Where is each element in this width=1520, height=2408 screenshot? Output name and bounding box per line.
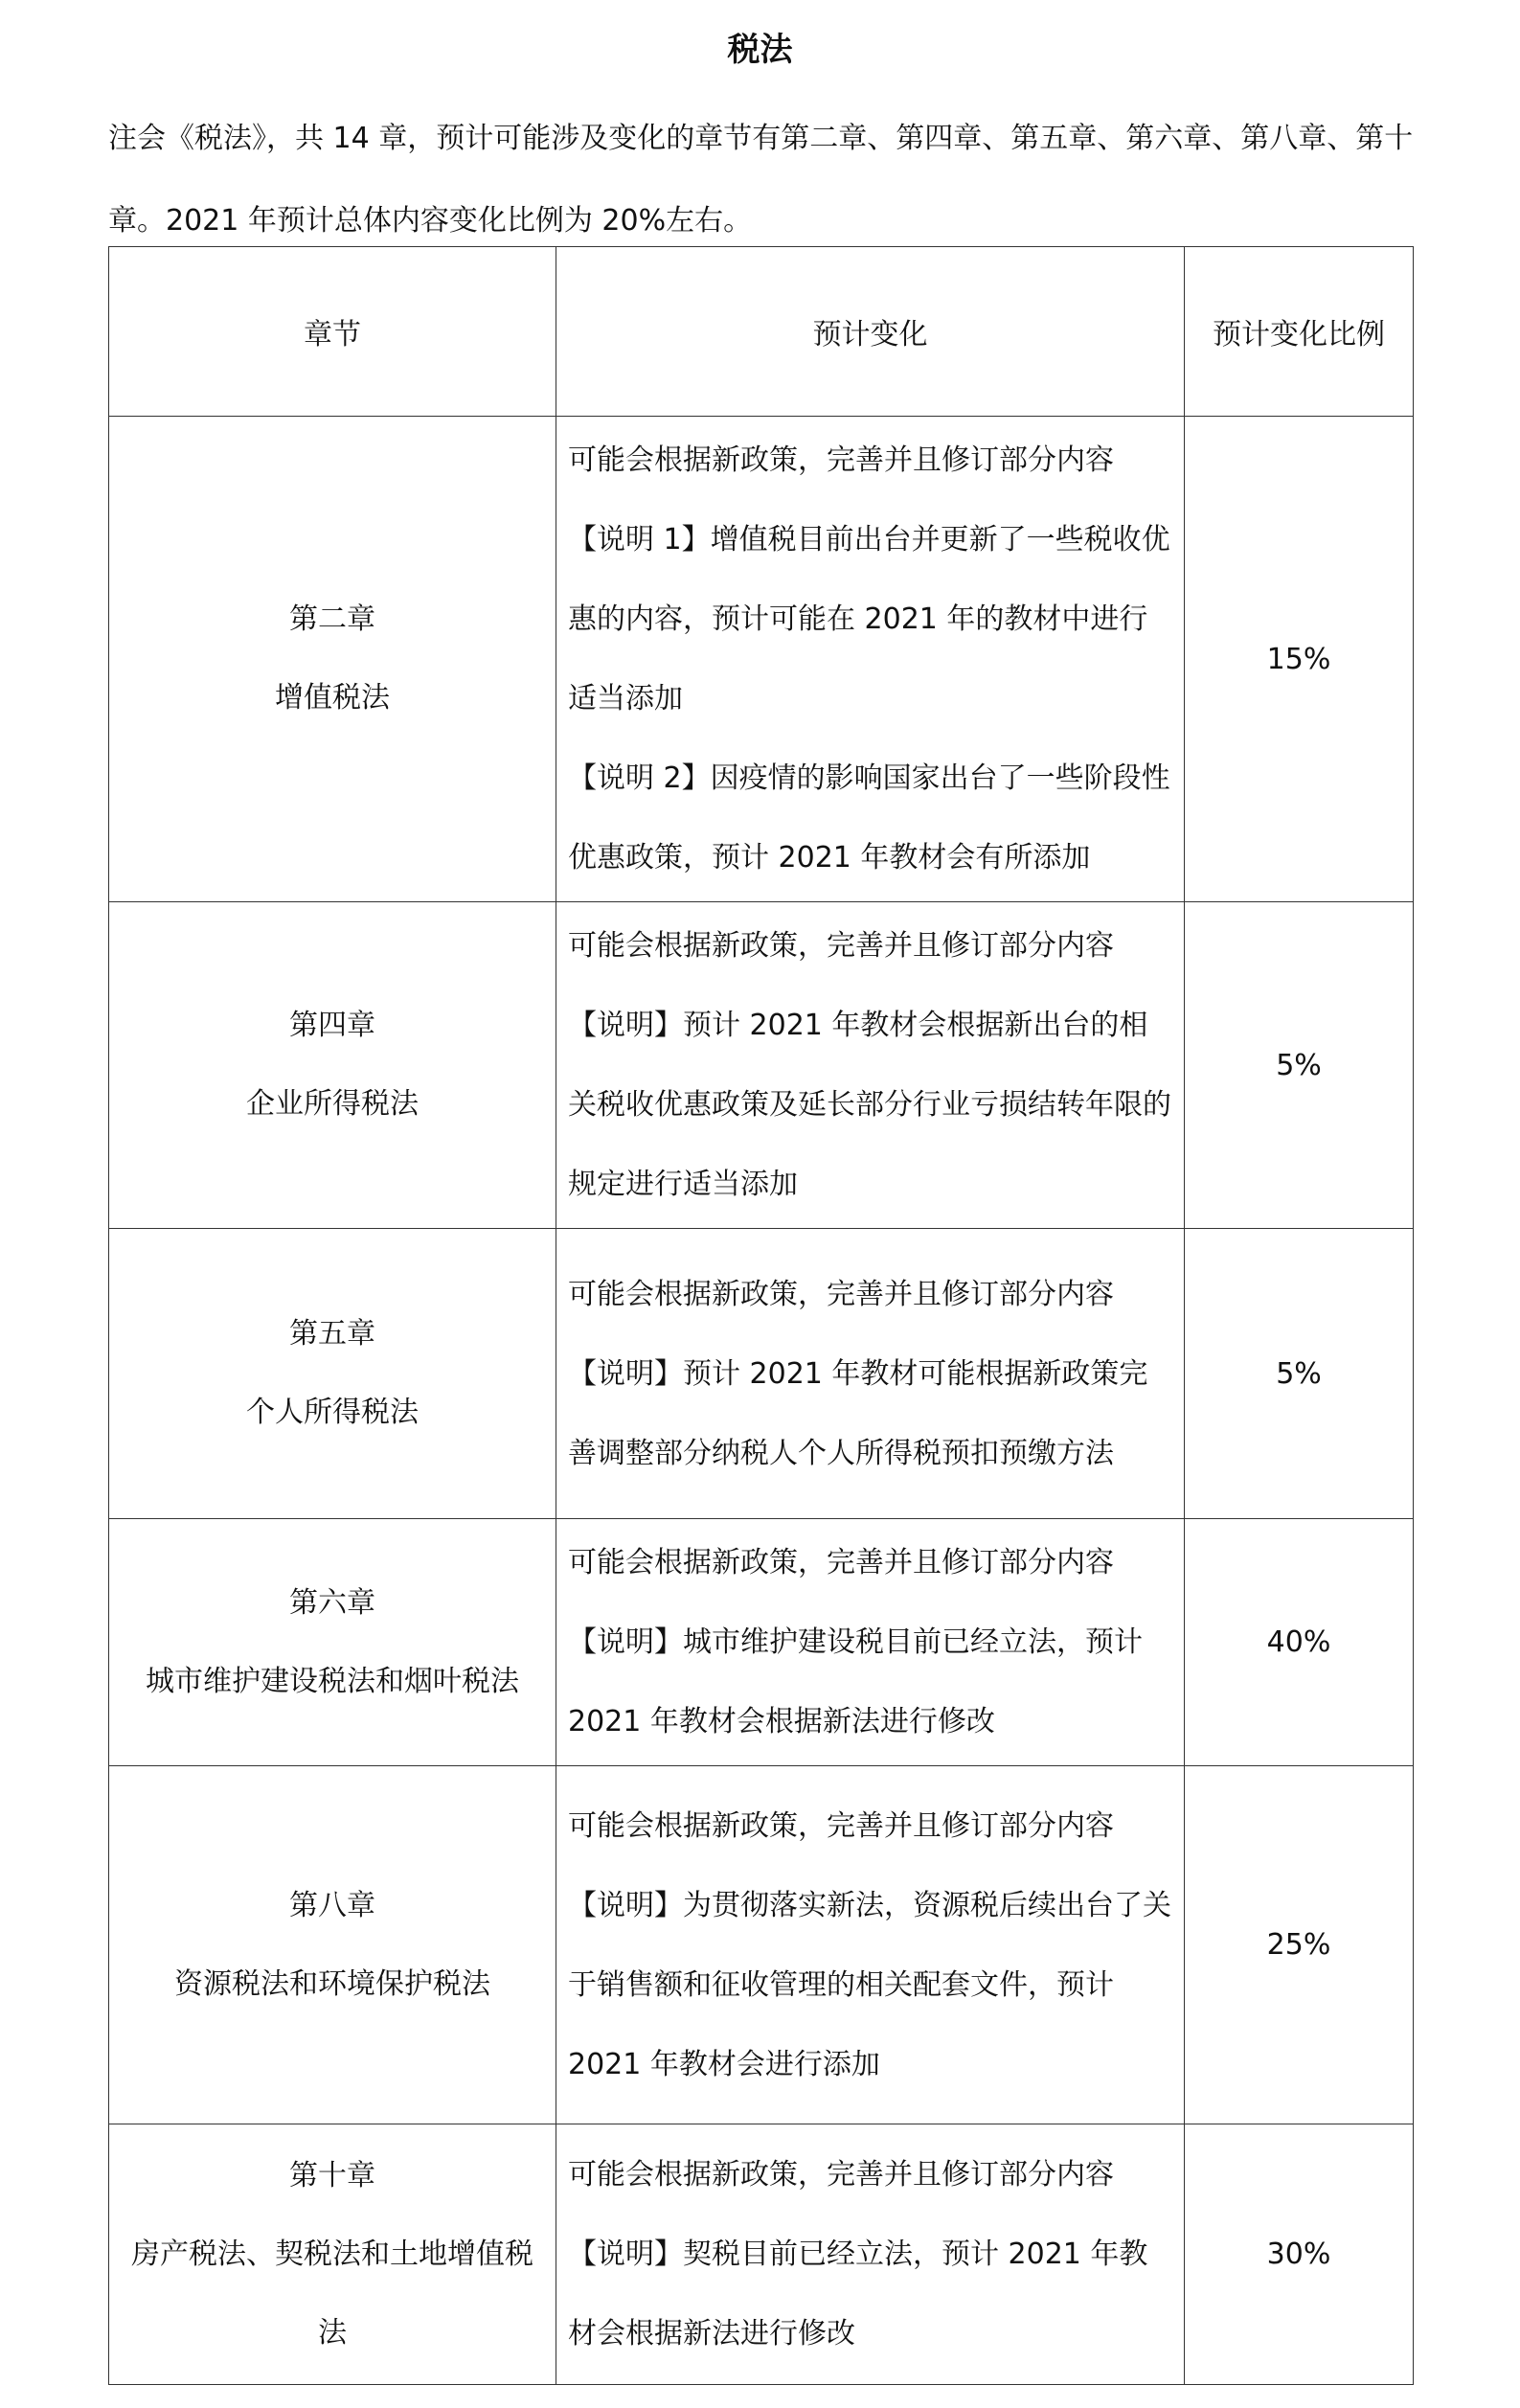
- header-change: 预计变化: [556, 247, 1185, 417]
- change-cell: [556, 1519, 1185, 1766]
- page-title: 税法: [727, 31, 793, 69]
- change-cell: [556, 902, 1185, 1229]
- change-note: 【说明】预计 2021 年教材可能根据新政策完善调整部分纳税人个人所得税预扣预缴方法: [568, 1356, 1148, 1470]
- chapter-cell: [109, 1229, 556, 1519]
- change-summary: 可能会根据新政策，完善并且修订部分内容: [568, 929, 1114, 963]
- change-note: 【说明】契税目前已经立法，预计 2021 年教材会根据新法进行修改: [568, 2238, 1148, 2351]
- change-cell: [556, 417, 1185, 902]
- chapter-name: 房产税法、契税法和土地增值税法: [131, 2237, 533, 2350]
- ratio-cell: 25%: [1185, 1766, 1414, 2124]
- change-summary: 可能会根据新政策，完善并且修订部分内容: [568, 443, 1114, 477]
- table-row: [109, 417, 1414, 902]
- table-row: [109, 902, 1414, 1229]
- chapter-name: 个人所得税法: [246, 1396, 419, 1429]
- chapter-cell: [109, 1519, 556, 1766]
- chapter-number: 第四章: [289, 1009, 375, 1042]
- header-ratio: 预计变化比例: [1185, 247, 1414, 417]
- chapter-name: 企业所得税法: [246, 1087, 419, 1121]
- ratio-cell: 15%: [1185, 417, 1414, 902]
- chapter-number: 第八章: [289, 1888, 375, 1922]
- change-summary: 可能会根据新政策，完善并且修订部分内容: [568, 1277, 1114, 1311]
- ratio-cell: 5%: [1185, 902, 1414, 1229]
- change-note: 【说明 1】增值税目前出台并更新了一些税收优惠的内容，预计可能在 2021 年的教材中进行适当添加: [568, 523, 1170, 716]
- ratio-cell: 5%: [1185, 1229, 1414, 1519]
- header-chapter: 章节: [109, 247, 556, 417]
- table-row: [109, 1229, 1414, 1519]
- change-summary: 可能会根据新政策，完善并且修订部分内容: [568, 1808, 1114, 1843]
- change-note-2: 【说明 2】因疫情的影响国家出台了一些阶段性优惠政策，预计 2021 年教材会有所添加: [568, 761, 1170, 875]
- chapter-cell: [109, 2124, 556, 2385]
- change-note: 【说明】为贯彻落实新法，资源税后续出台了关于销售额和征收管理的相关配套文件，预计 2021 年教材会进行添加: [568, 1888, 1171, 2081]
- chapter-number: 第十章: [289, 2158, 375, 2192]
- table-row: [109, 2124, 1414, 2385]
- chapter-cell: [109, 902, 556, 1229]
- chapter-name: 增值税法: [275, 681, 390, 715]
- chapter-name: 资源税法和环境保护税法: [174, 1966, 490, 2001]
- change-summary: 可能会根据新政策，完善并且修订部分内容: [568, 1546, 1114, 1579]
- table-row: [109, 1766, 1414, 2124]
- table-header-row: [109, 247, 1414, 417]
- change-summary: 可能会根据新政策，完善并且修订部分内容: [568, 2158, 1114, 2192]
- chapter-number: 第二章: [289, 602, 375, 636]
- change-note: 【说明】预计 2021 年教材会根据新出台的相关税收优惠政策及延长部分行业亏损结转年限的规定进行适当添加: [568, 1009, 1171, 1201]
- chapter-number: 第五章: [289, 1317, 375, 1351]
- ratio-cell: 40%: [1185, 1519, 1414, 1766]
- change-cell: [556, 1766, 1185, 2124]
- chapter-change-table: [108, 246, 1414, 2385]
- chapter-name: 城市维护建设税法和烟叶税法: [146, 1664, 519, 1698]
- table-row: [109, 1519, 1414, 1766]
- chapter-cell: [109, 417, 556, 902]
- chapter-number: 第六章: [289, 1585, 375, 1620]
- intro-paragraph: 注会《税法》，共 14 章，预计可能涉及变化的章节有第二章、第四章、第五章、第六章、第八章、第十章。2021 年预计总体内容变化比例为 20%左右。: [108, 122, 1414, 238]
- change-note: 【说明】城市维护建设税目前已经立法，预计 2021 年教材会根据新法进行修改: [568, 1625, 1143, 1738]
- change-cell: [556, 1229, 1185, 1519]
- chapter-cell: [109, 1766, 556, 2124]
- change-cell: [556, 2124, 1185, 2385]
- ratio-cell: 30%: [1185, 2124, 1414, 2385]
